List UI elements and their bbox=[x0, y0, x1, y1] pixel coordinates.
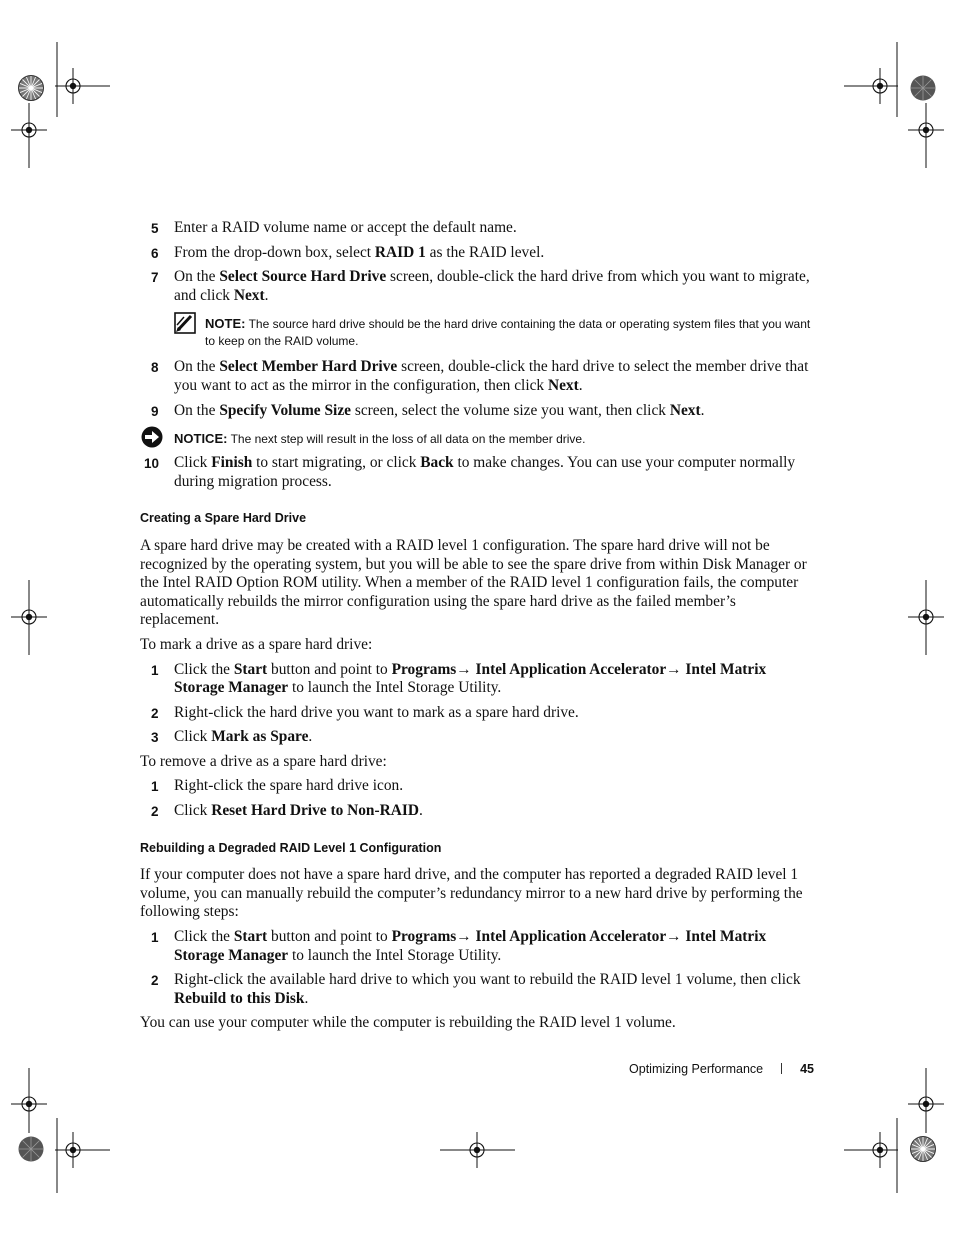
ui-term: Select Member Hard Drive bbox=[219, 358, 398, 376]
step-text-run: . bbox=[578, 376, 583, 394]
step-text-run: Click the bbox=[174, 660, 234, 678]
ui-term: Mark as Spare bbox=[211, 728, 309, 746]
ui-term: Next bbox=[669, 401, 701, 419]
remove-spare-lead: To remove a drive as a spare hard drive: bbox=[140, 752, 387, 770]
section-heading-spare: Creating a Spare Hard Drive bbox=[140, 511, 307, 526]
step-text-run: screen, double-click the hard drive to select the member drive that you want to act as the mirror in the configuration, then click bbox=[174, 358, 809, 394]
step-text bbox=[174, 661, 766, 697]
remove-spare-steps bbox=[140, 777, 812, 820]
step-item bbox=[140, 802, 812, 821]
step-text bbox=[174, 704, 579, 721]
note-label: NOTE: bbox=[205, 316, 246, 332]
step-item bbox=[140, 971, 812, 1008]
step-number: 8 bbox=[151, 360, 159, 376]
step-number: 3 bbox=[151, 730, 159, 746]
step-text bbox=[174, 728, 312, 745]
page-number: 45 bbox=[800, 1062, 814, 1076]
step-number: 5 bbox=[151, 221, 159, 236]
step-text-run: screen, double-click the hard drive from which you want to migrate, and click bbox=[174, 268, 810, 304]
step-number: 10 bbox=[144, 456, 160, 472]
ui-term: Programs bbox=[391, 928, 457, 946]
notice-text: The next step will result in the loss of all data on the member drive. bbox=[227, 432, 586, 447]
step-item bbox=[140, 661, 812, 698]
step-number: 2 bbox=[151, 705, 159, 721]
page-content bbox=[140, 219, 812, 1039]
step-item bbox=[140, 219, 812, 238]
ui-term: RAID 1 bbox=[374, 243, 426, 261]
step-text-run: to launch the Intel Storage Utility. bbox=[288, 679, 502, 697]
step-text-run: Click bbox=[174, 454, 212, 472]
step-text-run: Enter a RAID volume name or accept the default name. bbox=[174, 219, 517, 236]
step-item bbox=[140, 704, 812, 723]
mark-spare-lead: To mark a drive as a spare hard drive: bbox=[140, 635, 373, 653]
ui-term: Intel Matrix Storage Manager bbox=[174, 660, 767, 697]
step-text bbox=[174, 219, 517, 236]
ui-term: Next bbox=[547, 376, 579, 394]
step-text-run: On the bbox=[174, 401, 220, 419]
mark-spare-steps bbox=[140, 661, 812, 747]
step-text-run: as the RAID level. bbox=[425, 243, 545, 261]
ui-term: Select Source Hard Drive bbox=[219, 268, 387, 286]
step-text-run: . bbox=[308, 728, 313, 746]
ui-term: Specify Volume Size bbox=[219, 401, 351, 419]
step-text-run: On the bbox=[174, 268, 220, 286]
step-text bbox=[174, 802, 423, 819]
step-text-run: On the bbox=[174, 358, 220, 376]
ui-term: Rebuild to this Disk bbox=[174, 989, 305, 1007]
page-footer bbox=[560, 1062, 814, 1076]
step-item bbox=[140, 402, 812, 421]
ui-term: Intel Application Accelerator bbox=[475, 660, 667, 678]
step-text-run: Right-click the hard drive you want to mark as a spare hard drive. bbox=[174, 703, 579, 721]
step-text-run: From the drop-down box, select bbox=[174, 243, 375, 261]
step-text-run: → bbox=[666, 928, 686, 946]
steps-group-a bbox=[140, 219, 812, 305]
step-text-run: button and point to bbox=[267, 928, 392, 946]
step-text-run: . bbox=[418, 802, 423, 820]
step-number: 2 bbox=[151, 804, 159, 820]
steps-group-b bbox=[140, 358, 812, 420]
step-text-run: button and point to bbox=[267, 660, 392, 678]
steps-group-c bbox=[140, 454, 812, 491]
footer-divider bbox=[781, 1063, 782, 1074]
rebuild-steps bbox=[140, 928, 812, 1008]
section-heading-rebuild: Rebuilding a Degraded RAID Level 1 Configuration bbox=[140, 840, 442, 855]
step-item bbox=[140, 244, 812, 263]
step-number: 2 bbox=[151, 973, 159, 989]
step-text-run: to start migrating, or click bbox=[252, 454, 421, 472]
step-item bbox=[140, 728, 812, 747]
ui-term: Intel Application Accelerator bbox=[475, 928, 667, 946]
step-item bbox=[140, 928, 812, 965]
step-text-run: Right-click the spare hard drive icon. bbox=[174, 777, 404, 795]
arrow-notice-icon bbox=[141, 426, 163, 453]
step-text bbox=[174, 454, 795, 490]
note-text: The source hard drive should be the hard drive containing the data or operating system files that you want to keep on the RAID volume. bbox=[205, 317, 811, 349]
section-spare-intro: A spare hard drive may be created with a RAID level 1 configuration. The spare hard drive will not be recognized by the operating system, but you will be able to see the spare drive from within Disk Manager or the Intel RAID Option ROM utility. When a member of the RAID level 1 configuration fails, the computer automatically rebuilds the mirror configuration using the spare hard drive as the failed member’s replacement. bbox=[140, 536, 807, 629]
ui-term: Start bbox=[233, 660, 268, 678]
step-number: 9 bbox=[151, 403, 159, 419]
step-text bbox=[174, 358, 808, 394]
step-text-run: . bbox=[700, 401, 705, 419]
step-text-run: → bbox=[666, 660, 686, 678]
ui-term: Programs bbox=[391, 660, 457, 678]
step-number: 1 bbox=[151, 779, 159, 795]
step-number: 7 bbox=[151, 270, 159, 286]
step-text-run: → bbox=[456, 660, 476, 678]
step-item bbox=[140, 268, 812, 305]
step-text-run: Click bbox=[174, 802, 212, 820]
step-text-run: Click the bbox=[174, 928, 234, 946]
step-text bbox=[174, 402, 704, 419]
pencil-note-icon bbox=[174, 312, 196, 339]
step-number: 6 bbox=[151, 245, 159, 261]
step-text bbox=[174, 928, 766, 964]
step-item bbox=[140, 358, 812, 395]
step-text-run: . bbox=[304, 989, 309, 1007]
step-text bbox=[174, 777, 403, 794]
step-item bbox=[140, 777, 812, 796]
notice-callout bbox=[140, 430, 812, 448]
note-callout bbox=[140, 315, 812, 350]
step-text-run: Right-click the available hard drive to which you want to rebuild the RAID level 1 volume, then click bbox=[174, 971, 801, 989]
ui-term: Next bbox=[233, 286, 265, 304]
step-item bbox=[140, 454, 812, 491]
step-text-run: . bbox=[264, 286, 269, 304]
rebuild-closing: You can use your computer while the computer is rebuilding the RAID level 1 volume. bbox=[140, 1014, 676, 1032]
step-text-run: → bbox=[456, 928, 476, 946]
step-text bbox=[174, 268, 810, 304]
step-text-run: to make changes. You can use your computer normally during migration process. bbox=[174, 454, 796, 490]
ui-term: Reset Hard Drive to Non-RAID bbox=[211, 802, 419, 820]
step-text bbox=[174, 971, 801, 1007]
step-text-run: Click bbox=[174, 728, 212, 746]
ui-term: Back bbox=[420, 454, 454, 472]
notice-label: NOTICE: bbox=[174, 431, 228, 447]
step-text-run: screen, select the volume size you want, then click bbox=[351, 401, 670, 419]
step-number: 1 bbox=[151, 930, 159, 946]
step-number: 1 bbox=[151, 662, 159, 678]
ui-term: Intel Matrix Storage Manager bbox=[174, 928, 767, 964]
step-text-run: to launch the Intel Storage Utility. bbox=[288, 946, 502, 964]
ui-term: Start bbox=[233, 928, 268, 946]
section-rebuild-intro: If your computer does not have a spare hard drive, and the computer has reported a degraded RAID level 1 volume, you can manually rebuild the computer’s redundancy mirror to a new hard drive by performing the following steps: bbox=[140, 866, 803, 921]
ui-term: Finish bbox=[211, 454, 253, 472]
footer-section-title: Optimizing Performance bbox=[629, 1062, 764, 1076]
step-text bbox=[174, 244, 544, 261]
